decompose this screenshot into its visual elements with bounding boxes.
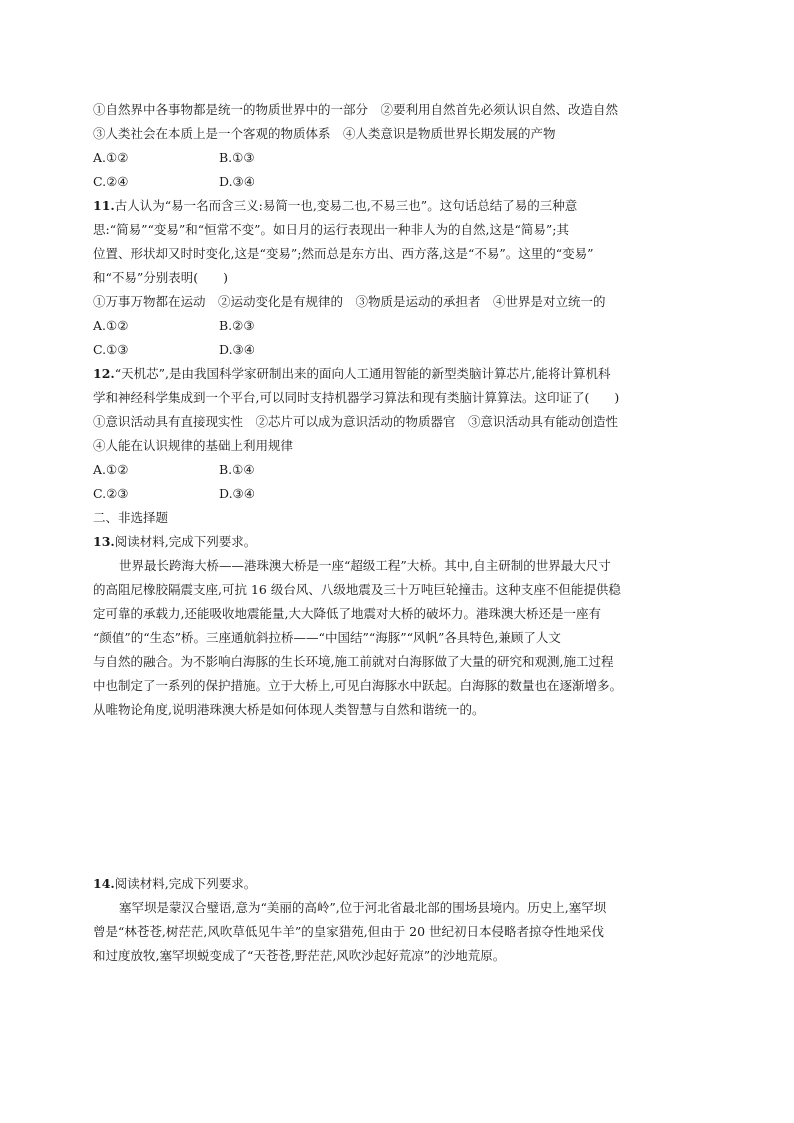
q12-statement-line-2: ④人能在认识规律的基础上利用规律 — [93, 438, 294, 453]
q11-stem-line-3: 位置、形状却又时时变化,这是“变易”;然而总是东方出、西方落,这是“不易”。这里的“变易” — [93, 246, 594, 261]
q10-option-c[interactable]: C.②④ — [93, 174, 129, 189]
q13-material-line-1: 世界最长跨海大桥——港珠澳大桥是一座“超级工程”大桥。其中,自主研制的世界最大尺寸 — [119, 558, 611, 573]
q12-option-b[interactable]: B.①④ — [219, 462, 255, 477]
q13-number: 13. — [93, 534, 115, 549]
q10-options-row-1 — [93, 146, 705, 170]
q12-stem-text-1: “天机芯”,是由我国科学家研制出来的面向人工通用智能的新型类脑计算芯片,能将计算机科 — [114, 366, 611, 381]
q13-material-line-3: 定可靠的承载力,还能吸收地震能量,大大降低了地震对大桥的破坏力。港珠澳大桥还是一座有 — [93, 606, 601, 621]
q14-material-line-3: 和过度放牧,塞罕坝蜕变成了“天苍苍,野茫茫,风吹沙起好荒凉”的沙地荒原。 — [93, 948, 506, 963]
q14-number: 14. — [93, 876, 115, 891]
q11-options-row-1 — [93, 314, 705, 338]
question-12-block — [93, 362, 705, 506]
q10-option-b[interactable]: B.①③ — [219, 150, 255, 165]
q11-stem-line-1 — [93, 194, 705, 218]
q11-options-row-2 — [93, 338, 705, 362]
q14-material-line-1: 塞罕坝是蒙汉合璧语,意为“美丽的高岭”,位于河北省最北部的围场县境内。历史上,塞罕坝 — [119, 900, 607, 915]
q13-prompt: 阅读材料,完成下列要求。 — [114, 534, 257, 549]
q11-option-d[interactable]: D.③④ — [219, 342, 255, 357]
q12-statement-line-1: ①意识活动具有直接现实性 ②芯片可以成为意识活动的物质器官 ③意识活动具有能动创造性 — [93, 414, 619, 429]
q11-number: 11. — [93, 198, 115, 213]
exam-page — [93, 98, 705, 968]
q14-prompt-line — [93, 872, 705, 896]
q13-question: 从唯物论角度,说明港珠澳大桥是如何体现人类智慧与自然和谐统一的。 — [93, 702, 485, 717]
q13-material-line-4: “颜值”的“生态”桥。三座通航斜拉桥——“中国结”“海豚”“风帆”各具特色,兼顾了人文 — [93, 630, 561, 645]
q10-option-d[interactable]: D.③④ — [219, 174, 255, 189]
q13-material-line-2: 的高阻尼橡胶隔震支座,可抗 16 级台风、八级地震及三十万吨巨轮撞击。这种支座不但能提供稳 — [93, 582, 621, 597]
q10-options-row-2 — [93, 170, 705, 194]
q14-material-line-2: 曾是“林苍苍,树茫茫,风吹草低见牛羊”的皇家猎苑,但由于 20 世纪初日本侵略者掠夺性地采伐 — [93, 924, 605, 939]
q12-option-c[interactable]: C.②③ — [93, 486, 129, 501]
question-13-block — [93, 530, 705, 872]
q13-prompt-line — [93, 530, 705, 554]
q12-number: 12. — [93, 366, 115, 381]
question-14-block — [93, 872, 705, 968]
section-heading-non-choice: 二、非选择题 — [93, 510, 169, 525]
q10-statement-line-1: ①自然界中各事物都是统一的物质世界中的一部分 ②要利用自然首先必须认识自然、改造自然 — [93, 102, 619, 117]
q10-statement-line-2: ③人类社会在本质上是一个客观的物质体系 ④人类意识是物质世界长期发展的产物 — [93, 126, 556, 141]
q10-option-a[interactable]: A.①② — [93, 150, 129, 165]
q11-stem-line-4: 和“不易”分别表明( ) — [93, 270, 229, 285]
q11-stem-text-1: 古人认为“易一名而含三义:易简一也,变易二也,不易三也”。这句话总结了易的三种意 — [114, 198, 578, 213]
q13-material-line-5: 与自然的融合。为不影响白海豚的生长环境,施工前就对白海豚做了大量的研究和观测,施工过程 — [93, 654, 614, 669]
q13-material-line-6: 中也制定了一系列的保护措施。立于大桥上,可见白海豚水中跃起。白海豚的数量也在逐渐增多。 — [93, 678, 622, 693]
q11-stem-line-2: 思:“简易”“变易”和“恒常不变”。如日月的运行表现出一种非人为的自然,这是“简易”;其 — [93, 222, 570, 237]
q11-option-b[interactable]: B.②③ — [219, 318, 255, 333]
q12-options-row-2 — [93, 482, 705, 506]
q13-answer-space[interactable] — [93, 722, 705, 872]
q14-prompt: 阅读材料,完成下列要求。 — [114, 876, 257, 891]
question-11-block — [93, 194, 705, 362]
q12-option-a[interactable]: A.①② — [93, 462, 129, 477]
q11-statements: ①万事万物都在运动 ②运动变化是有规律的 ③物质是运动的承担者 ④世界是对立统一的 — [93, 294, 606, 309]
q12-options-row-1 — [93, 458, 705, 482]
question-10-block — [93, 98, 705, 194]
q11-option-c[interactable]: C.①③ — [93, 342, 129, 357]
q12-stem-line-1 — [93, 362, 705, 386]
q12-stem-line-2: 学和神经科学集成到一个平台,可以同时支持机器学习算法和现有类脑计算算法。这印证了( ) — [93, 390, 620, 405]
q11-option-a[interactable]: A.①② — [93, 318, 129, 333]
q12-option-d[interactable]: D.③④ — [219, 486, 255, 501]
